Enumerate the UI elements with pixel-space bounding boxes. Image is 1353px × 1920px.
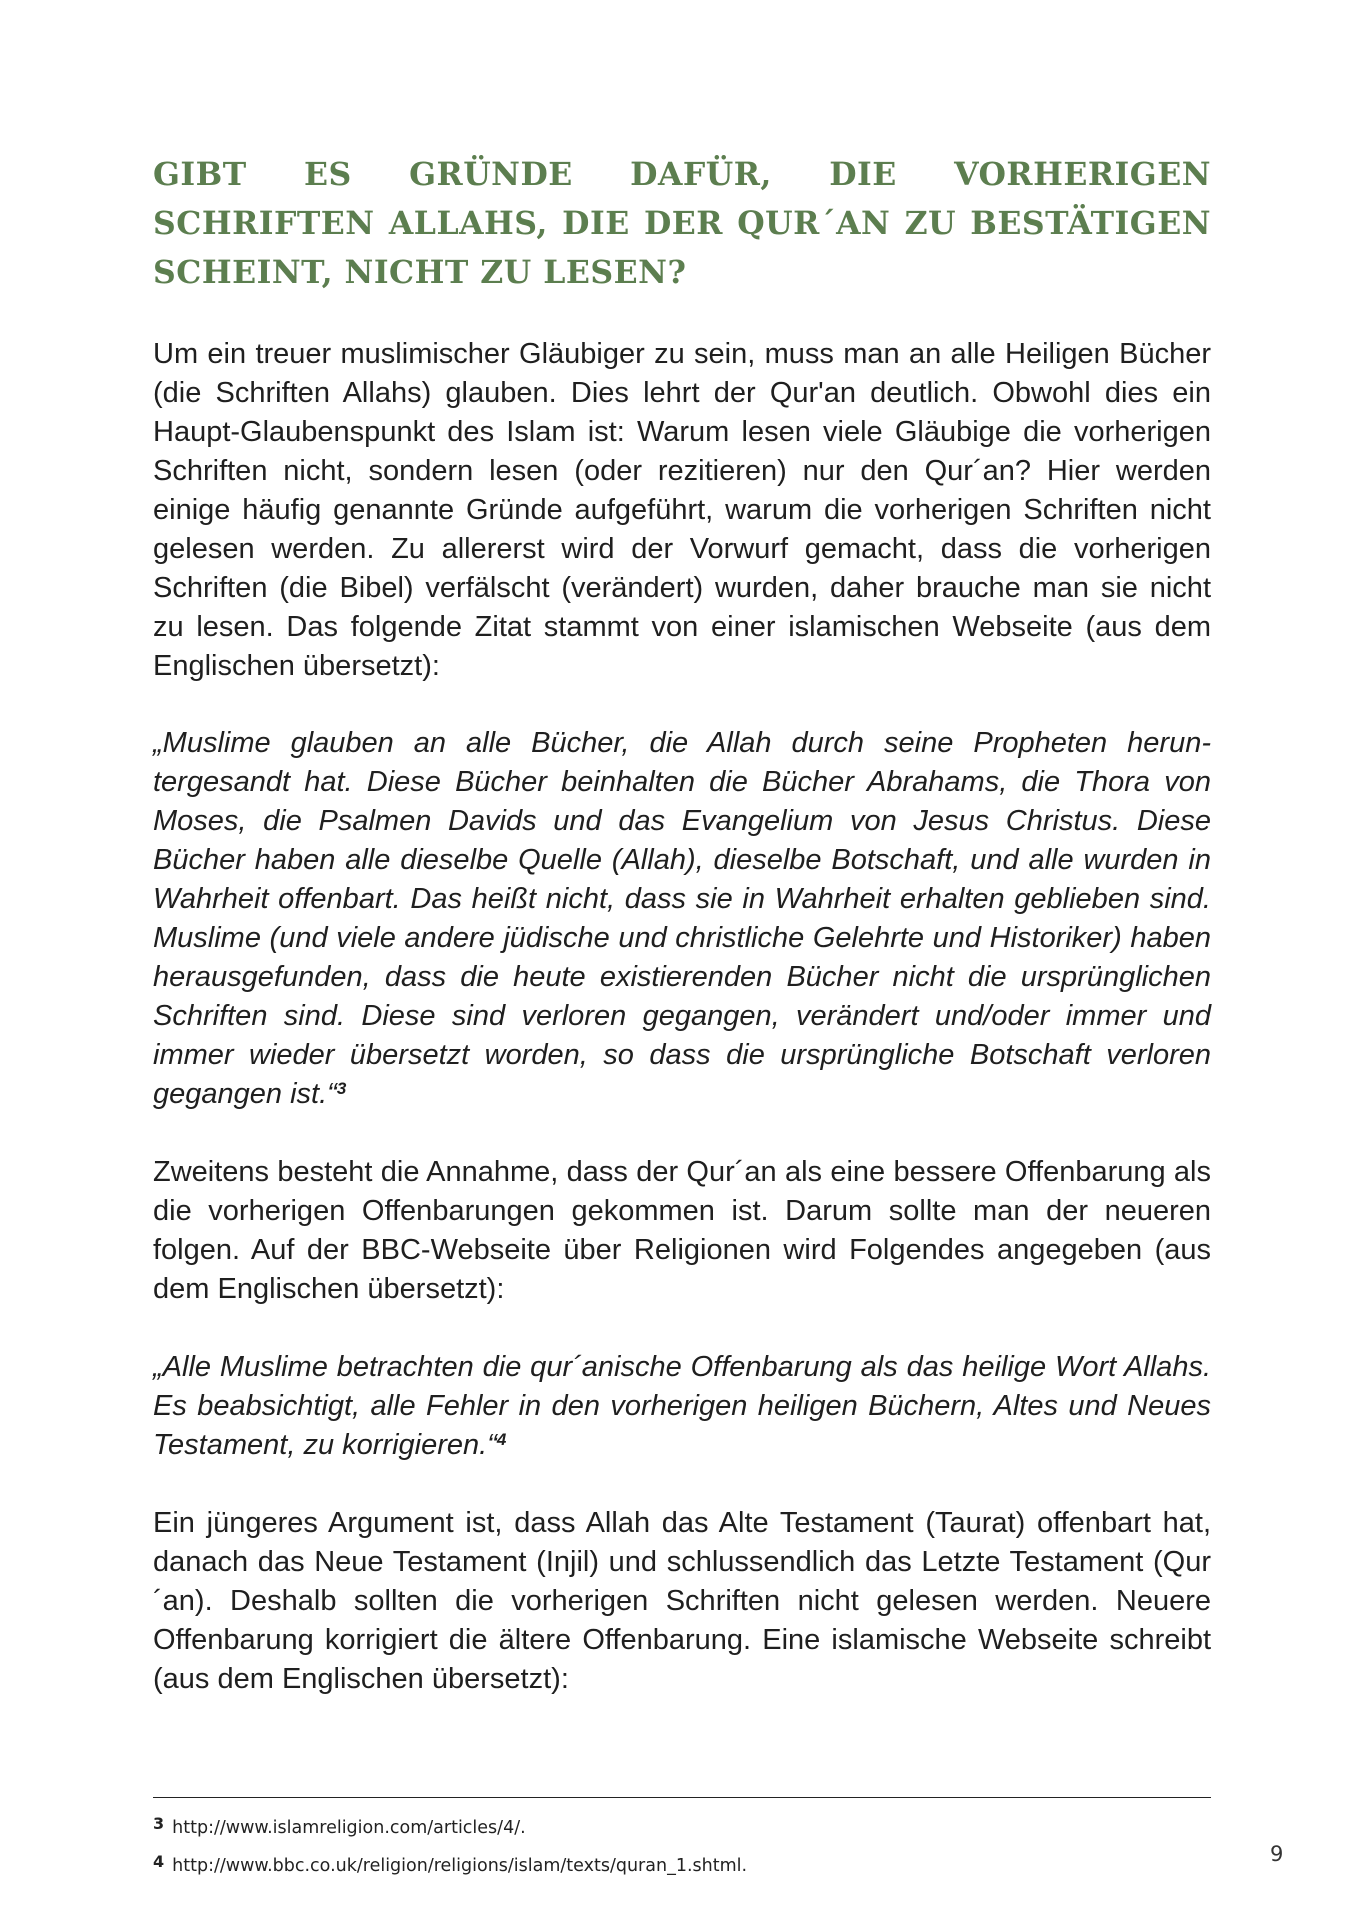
footnote-divider: [153, 1797, 1211, 1798]
section-heading: GIBT ES GRÜNDE DAFÜR, DIE VORHERIGEN SCHRIFTEN ALLAHS, DIE DER QUR´AN ZU BESTÄTIGEN SCHEINT, NICHT ZU LESEN?: [153, 156, 1211, 291]
page-content: [153, 150, 1211, 1699]
body-paragraph-3: Ein jüngeres Argument ist, dass Allah das Alte Testament (Taurat) offenbart hat, danach das Neue Testament (Injil) und schlussendlich das Letzte Testament (Qur´an). Deshalb sollten die vorherigen Schriften nicht gelesen werden. Neuere Offenbarung korrigiert die ältere Offenbarung. Eine islamische Webseite schreibt (aus dem Englischen übersetzt):: [153, 1507, 1211, 1695]
footnote-4-marker: 4: [153, 1852, 165, 1871]
quote-2-text: „Alle Muslime betrachten die qur´anische Offenbarung als das heilige Wort Allahs. Es beabsichtigt, alle Fehler in den vorherigen heiligen Büchern, Altes und Neues Testament, zu korrigieren.“: [153, 1351, 1211, 1461]
footnote-ref-3: 3: [336, 1079, 347, 1098]
quote-1-text: „Muslime glauben an alle Bücher, die Allah durch seine Propheten heruntergesandt hat. Diese Bücher beinhalten die Bücher Abrahams, die Thora von Moses, die Psalmen Davids und das Evangelium von Jesus Christus. Diese Bücher haben alle dieselbe Quelle (Allah), dieselbe Botschaft, und alle wurden in Wahrheit offenbart. Das heißt nicht, dass sie in Wahrheit erhalten geblieben sind. Muslime (und viele andere jüdische und christliche Gelehrte und Historiker) haben herausgefunden, dass die heute existierenden Bücher nicht die ursprünglichen Schriften sind. Diese sind verloren gegangen, verändert und/oder immer und immer wieder übersetzt worden, so dass die ursprüngliche Botschaft verloren gegangen ist.“: [153, 727, 1211, 1110]
footnote-3: [153, 1814, 1211, 1838]
body-paragraph-2: Zweitens besteht die Annahme, dass der Qur´an als eine bessere Offenbarung als die vorherigen Offenbarungen gekommen ist. Darum sollte man der neueren folgen. Auf der BBC-Webseite über Religionen wird Folgendes angegeben (aus dem Englischen übersetzt):: [153, 1156, 1211, 1305]
footnote-4: [153, 1852, 1211, 1876]
footnote-4-link[interactable]: http://www.bbc.co.uk/religion/religions/islam/texts/quran_1.shtml.: [172, 1856, 748, 1876]
quote-2: [153, 1348, 1211, 1465]
quote-1: [153, 724, 1211, 1114]
footnote-ref-4: 4: [496, 1430, 507, 1449]
page-number: 9: [1270, 1842, 1284, 1866]
footnote-3-marker: 3: [153, 1814, 165, 1833]
body-paragraph-1: Um ein treuer muslimischer Gläubiger zu sein, muss man an alle Heiligen Bücher (die Schriften Allahs) glauben. Dies lehrt der Qur'an deutlich. Obwohl dies ein Haupt-Glaubenspunkt des Islam ist: Warum lesen viele Gläubige die vorherigen Schriften nicht, sondern lesen (oder rezitieren) nur den Qur´an? Hier werden einige häufig genannte Gründe aufgeführt, warum die vorherigen Schriften nicht gelesen werden. Zu allererst wird der Vorwurf gemacht, dass die vorherigen Schriften (die Bibel) verfälscht (verändert) wurden, daher brauche man sie nicht zu lesen. Das folgende Zitat stammt von einer islamischen Webseite (aus dem Englischen übersetzt):: [153, 338, 1211, 682]
footnote-3-link[interactable]: http://www.islamreligion.com/articles/4/.: [172, 1818, 526, 1838]
footnotes: [153, 1814, 1211, 1876]
